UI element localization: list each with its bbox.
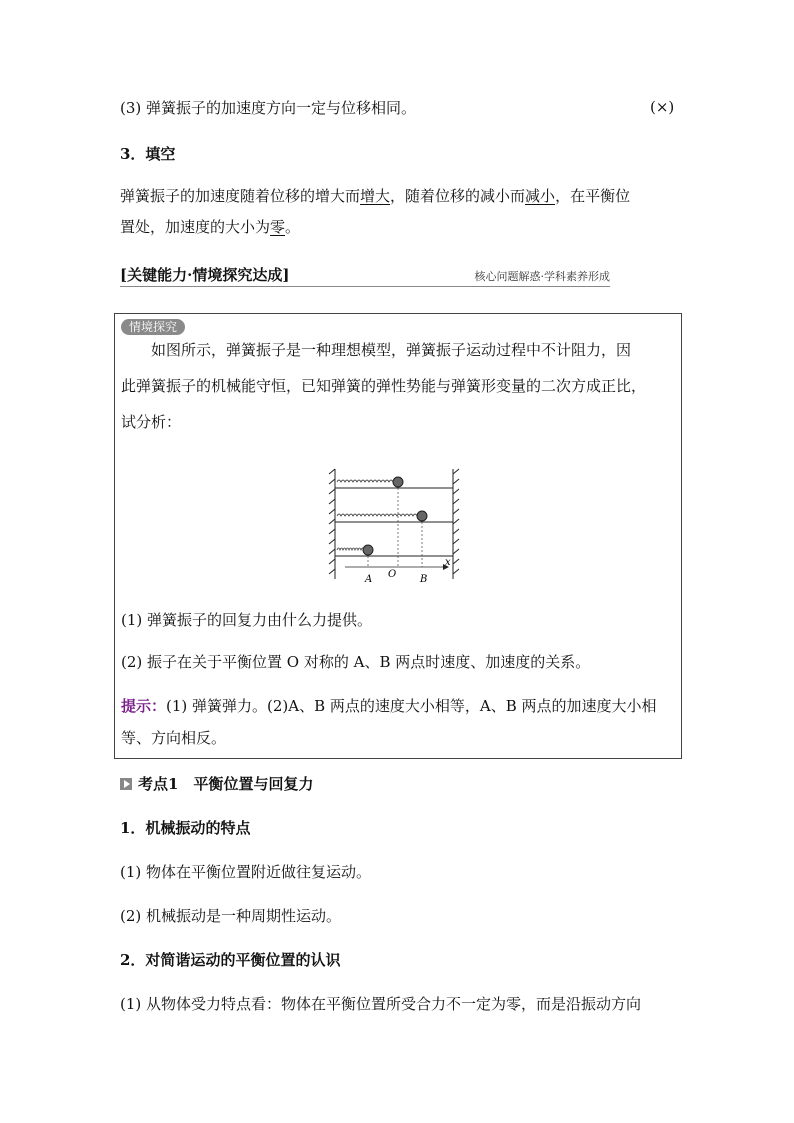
key-point-heading [120,773,313,794]
mass-at-a [363,545,373,555]
fill-line-2 [120,217,300,237]
mass-at-o [393,477,403,487]
answer-blank-3: 零 [270,218,286,236]
fill-line-1 [120,186,630,206]
section-header [120,264,610,287]
point-1-1: (1) 物体在平衡位置附近做往复运动。 [120,863,372,881]
hint-text: (1) 弹簧弹力。(2)A、B 两点的速度大小相等，A、B 两点的加速度大小相 [166,697,657,715]
question-2: (2) 振子在关于平衡位置 O 对称的 A、B 两点时速度、加速度的关系。 [121,653,591,671]
section-subtitle: 核心问题解惑·学科素养形成 [474,270,610,283]
scenario-para-2: 此弹簧振子的机械能守恒，已知弹簧的弹性势能与弹簧形变量的二次方成正比， [121,377,647,395]
left-wall [329,469,335,579]
heading-2: 2．对简谐运动的平衡位置的认识 [120,951,341,969]
label-o: O [388,569,397,580]
spring-oscillator-figure [325,464,465,594]
hint-line-1 [121,696,677,716]
label-x: x [445,557,451,568]
heading-1: 1．机械振动的特点 [120,819,251,837]
answer-mark: (×) [650,98,675,116]
text: ，在平衡位 [555,187,631,205]
answer-blank-2: 减小 [525,187,556,205]
label-a: A [365,574,373,585]
spring-stretched [337,514,417,516]
rails [335,488,453,556]
spring-middle [337,480,401,482]
scenario-para-3: 试分析： [121,413,182,431]
text: ，随着位移的减小而 [390,187,526,205]
hint-label: 提示： [121,697,167,715]
fill-heading: 3．填空 [120,145,176,163]
right-wall [453,469,459,579]
question-1: (1) 弹簧振子的回复力由什么力提供。 [121,611,373,629]
statement-3: (3) 弹簧振子的加速度方向一定与位移相同。 [120,99,417,117]
point-2-1: (1) 从物体受力特点看：物体在平衡位置所受合力不一定为零，而是沿振动方向 [120,995,642,1013]
position-guides [368,488,422,567]
hint-line-2: 等、方向相反。 [121,729,227,747]
label-b: B [420,574,428,585]
mass-at-b [417,511,427,521]
scenario-box [114,313,682,759]
text: 弹簧振子的加速度随着位移的增大而 [120,187,361,205]
scenario-para-1: 如图所示，弹簧振子是一种理想模型，弹簧振子运动过程中不计阻力，因 [151,341,632,359]
key-point-title: 考点1 平衡位置与回复力 [138,775,314,793]
text: 。 [285,218,301,236]
text: 置处，加速度的大小为 [120,218,271,236]
spring-compressed [337,548,364,550]
scenario-tag: 情境探究 [121,319,185,335]
point-1-2: (2) 机械振动是一种周期性运动。 [120,907,342,925]
answer-blank-1: 增大 [360,187,391,205]
section-title: [关键能力·情境探究达成] [120,266,290,284]
play-triangle-icon [120,778,132,790]
